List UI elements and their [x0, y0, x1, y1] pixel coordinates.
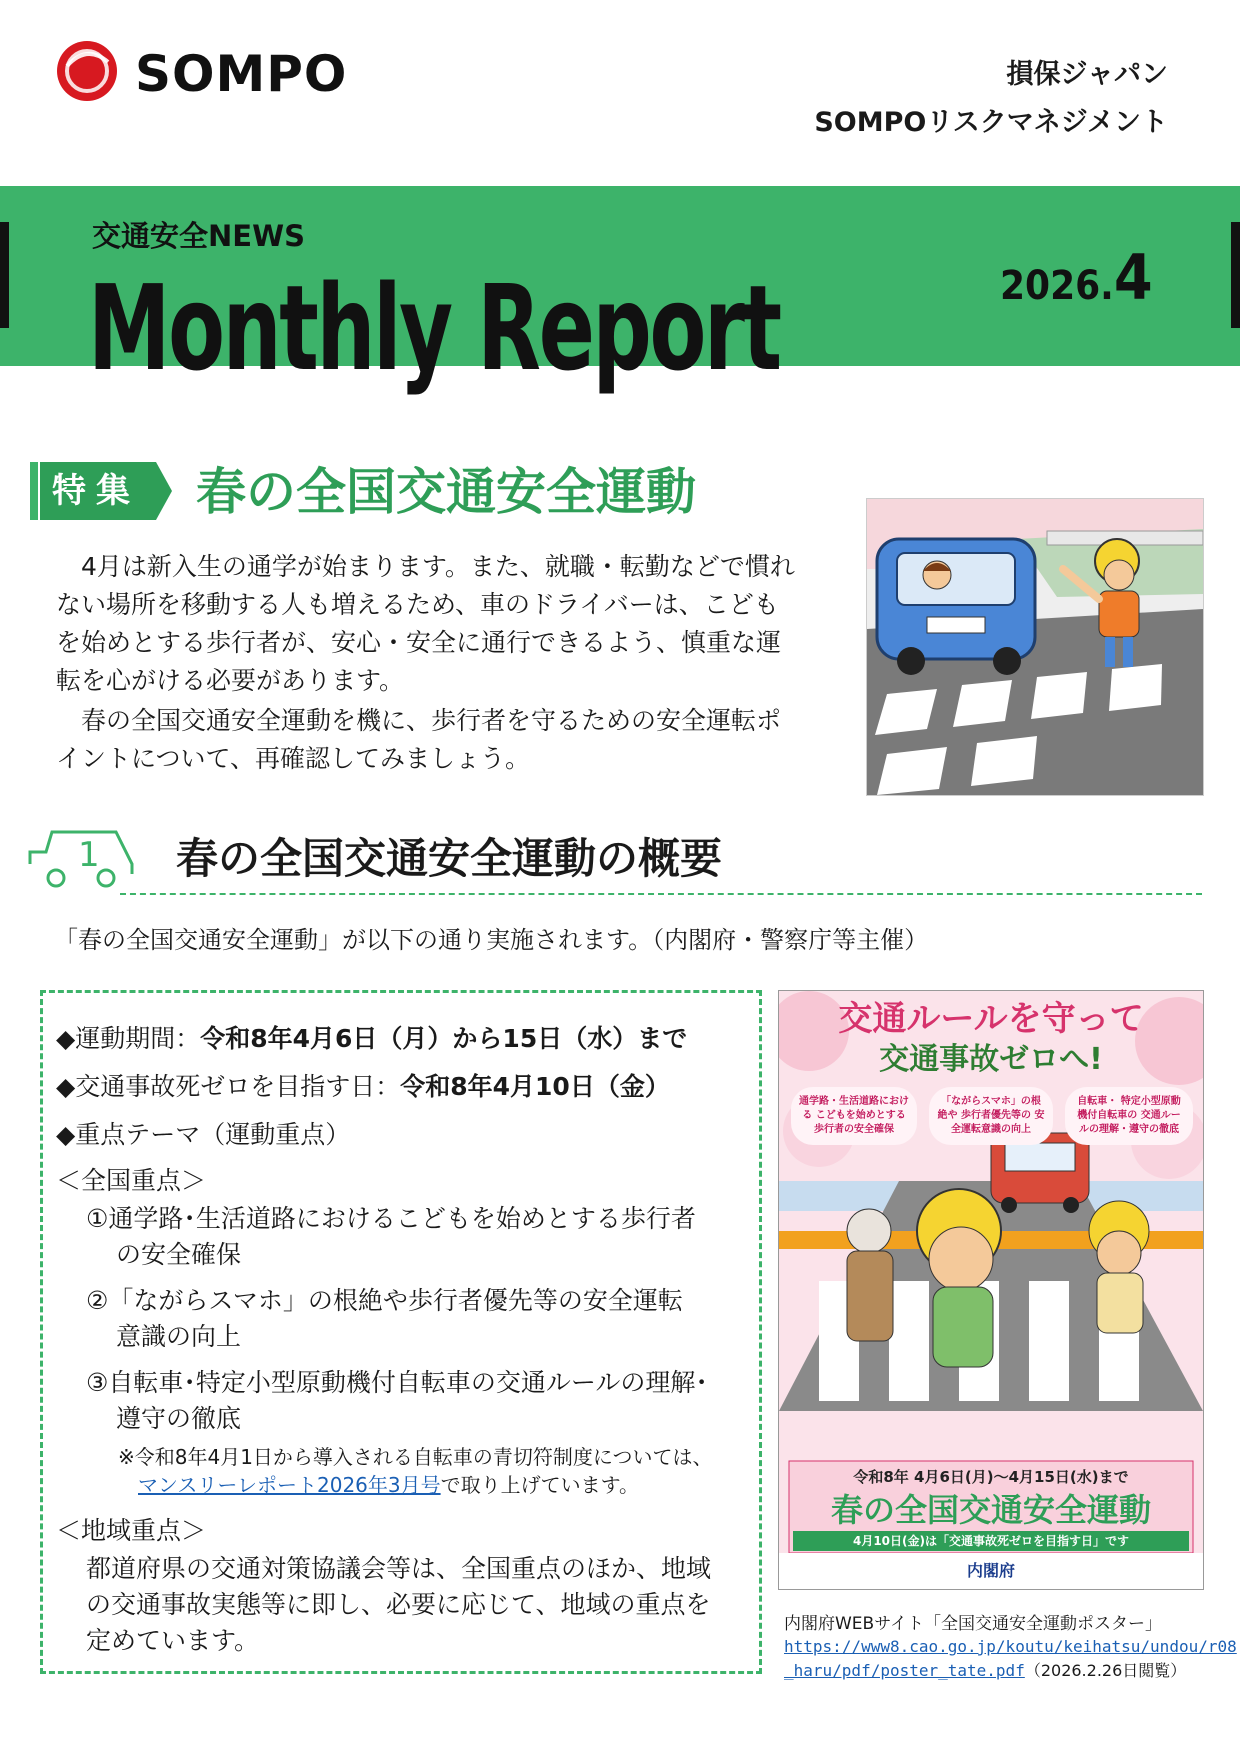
poster-url-link-2[interactable]: _haru/pdf/poster_tate.pdf	[784, 1661, 1025, 1680]
item-3-line-a: ③自転車･特定小型原動機付自転車の交通ルールの理解･	[86, 1368, 708, 1397]
poster-headline-1: 交通ルールを守って	[838, 999, 1144, 1039]
company-name-2: SOMPOリスクマネジメント	[814, 107, 1168, 138]
poster-zero-day: 4月10日(金)は「交通事故死ゼロを目指す日」です	[852, 1534, 1130, 1548]
issue-year: 2026.	[1000, 263, 1114, 309]
banner-edge-left	[0, 222, 9, 328]
poster-bubble-2: 「ながらスマホ」の根絶や 歩行者優先等の 安全運転意識の向上	[929, 1087, 1053, 1145]
poster-org: 内閣府	[966, 1561, 1015, 1580]
march-report-link[interactable]: マンスリーレポート2026年3月号	[138, 1473, 441, 1497]
issue-date	[1000, 241, 1153, 316]
item-1-line-a: ①通学路･生活道路におけるこどもを始めとする歩行者	[86, 1204, 696, 1233]
item-1-line-b: の安全確保	[116, 1240, 242, 1269]
company-name-1: 損保ジャパン	[1006, 59, 1168, 90]
campaign-poster	[778, 990, 1204, 1590]
item-2-line-a: ②「ながらスマホ」の根絶や歩行者優先等の安全運転	[86, 1286, 683, 1315]
section-number: 1	[78, 835, 100, 875]
regional-heading: ＜地域重点＞	[56, 1516, 207, 1545]
regional-line-3: 定めています。	[86, 1626, 260, 1655]
section-car-icon	[28, 826, 134, 890]
period-label: ◆運動期間：	[56, 1024, 201, 1053]
poster-bubble-1: 通学路・生活道路における こどもを始めとする 歩行者の安全確保	[791, 1087, 917, 1145]
section-1-title: 春の全国交通安全運動の概要	[176, 834, 723, 883]
section-1-lead: 「春の全国交通安全運動」が以下の通り実施されます。（内閣府・警察庁等主催）	[54, 926, 929, 954]
poster-bubble-3: 自転車・ 特定小型原動機付自転車の 交通ルールの理解・遵守の徹底	[1065, 1087, 1193, 1145]
note-tail: で取り上げています。	[440, 1473, 640, 1497]
poster-url-line-2	[784, 1660, 1186, 1682]
bicycle-note-line-a: ※令和8年4月1日から導入される自転車の青切符制度については、	[118, 1445, 713, 1469]
poster-url-link-1[interactable]: https://www8.cao.go.jp/koutu/keihatsu/undou/r08	[784, 1637, 1237, 1656]
banner-edge-right	[1231, 222, 1240, 328]
banner-title: Monthly Report	[88, 259, 780, 397]
zero-day-label: ◆交通事故死ゼロを目指す日：	[56, 1072, 401, 1101]
poster-url-line-1	[784, 1636, 1237, 1658]
regional-line-2: の交通事故実態等に即し、必要に応じて、地域の重点を	[86, 1590, 711, 1619]
intro-paragraph-1: 4月は新入生の通学が始まります。また、就職・転勤などで慣れない場所を移動する人も増えるため、車のドライバーは、こどもを始めとする歩行者が、安心・安全に通行できるよう、慎重な運転を心がける必要があります。	[56, 552, 795, 695]
feature-tag-label: 特集	[52, 471, 140, 511]
feature-title: 春の全国交通安全運動	[196, 463, 696, 521]
section-divider	[120, 893, 1202, 895]
poster-headline-2: 交通事故ゼロへ!	[879, 1042, 1103, 1077]
national-heading: ＜全国重点＞	[56, 1166, 207, 1195]
period-value: 令和8年4月6日（月）から15日（水）まで	[200, 1024, 688, 1053]
zero-day-value: 令和8年4月10日（金）	[400, 1072, 670, 1101]
poster-credit: 内閣府WEBサイト「全国交通安全運動ポスター」	[784, 1614, 1163, 1634]
regional-line-1: 都道府県の交通対策協議会等は、全国重点のほか、地域	[86, 1554, 712, 1583]
issue-month: 4	[1113, 241, 1153, 314]
poster-dates: 令和8年 4月6日(月)～4月15日(水)まで	[853, 1468, 1129, 1486]
intro-paragraph-2: 春の全国交通安全運動を機に、歩行者を守るための安全運転ポイントについて、再確認してみましょう。	[56, 706, 782, 773]
theme-heading: ◆重点テーマ（運動重点）	[56, 1120, 351, 1149]
banner-subtitle: 交通安全NEWS	[92, 219, 305, 253]
sompo-logo-icon	[56, 40, 118, 102]
poster-title: 春の全国交通安全運動	[830, 1491, 1151, 1529]
sompo-logo-text: SOMPO	[135, 45, 348, 103]
accessed-date: （2026.2.26日閲覧）	[1024, 1661, 1187, 1680]
item-3-line-b: 遵守の徹底	[116, 1404, 242, 1433]
bicycle-note-line-b	[138, 1470, 639, 1500]
period-line	[56, 1020, 687, 1057]
crosswalk-illustration	[866, 498, 1204, 796]
item-2-line-b: 意識の向上	[116, 1322, 242, 1351]
zero-day-line	[56, 1068, 670, 1105]
